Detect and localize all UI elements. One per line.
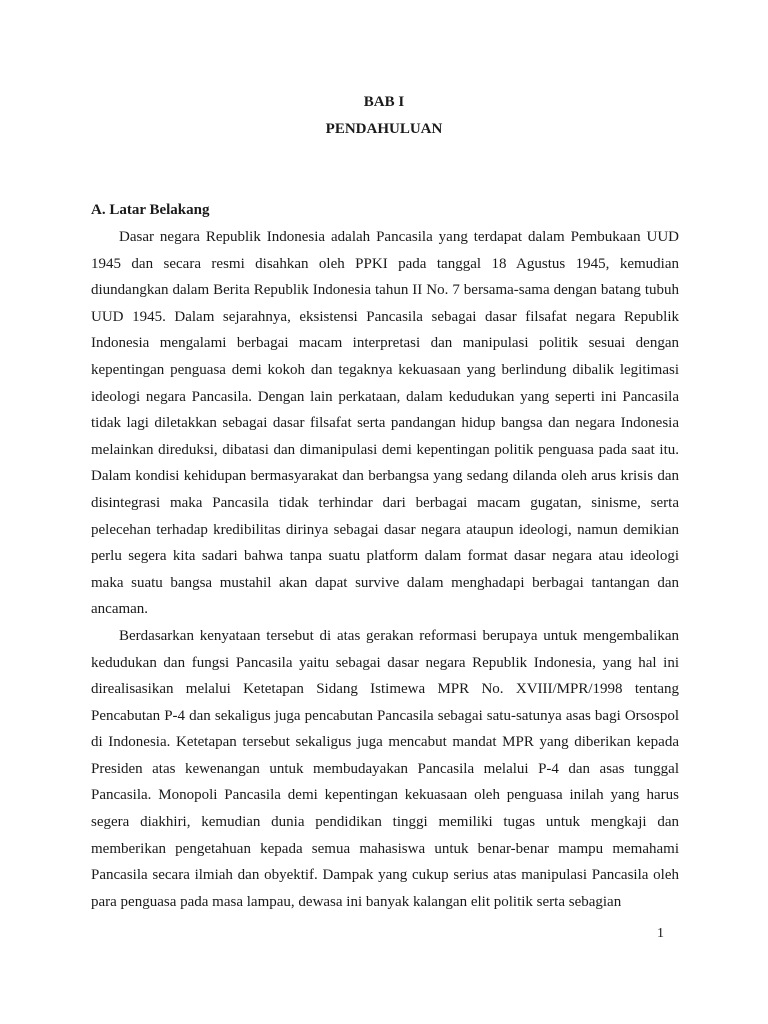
body-text xyxy=(91,224,679,915)
chapter-title: PENDAHULUAN xyxy=(325,121,443,137)
section-heading: A. Latar Belakang xyxy=(91,202,210,218)
paragraph-2: Berdasarkan kenyataan tersebut di atas gerakan reformasi berupaya untuk mengembalikan kedudukan dan fungsi Pancasila yaitu sebagai dasar negara Republik Indonesia, yang hal ini direalisasikan melalui Ketetapan Sidang Istimewa MPR No. XVIII/MPR/1998 tentang Pencabutan P-4 dan sekaligus juga pencabutan Pancasila sebagai satu-satunya asas bagi Orsospol di Indonesia. Ketetapan tersebut sekaligus juga mencabut mandat MPR yang diberikan kepada Presiden atas kewenangan untuk membudayakan Pancasila melalui P-4 dan asas tunggal Pancasila. Monopoli Pancasila demi kepentingan kekuasaan oleh penguasa inilah yang harus segera diakhiri, kemudian dunia pendidikan tinggi memiliki tugas untuk mengkaji dan memberikan pengetahuan kepada semua mahasiswa untuk benar-benar mampu memahami Pancasila secara ilmiah dan obyektif. Dampak yang cukup serius atas manipulasi Pancasila oleh para penguasa pada masa lampau, dewasa ini banyak kalangan elit politik serta sebagian xyxy=(91,627,679,910)
paragraph-1: Dasar negara Republik Indonesia adalah Pancasila yang terdapat dalam Pembukaan UUD 1945 dan secara resmi disahkan oleh PPKI pada tanggal 18 Agustus 1945, kemudian diundangkan dalam Berita Republik Indonesia tahun II No. 7 bersama-sama dengan batang tubuh UUD 1945. Dalam sejarahnya, eksistensi Pancasila sebagai dasar filsafat negara Republik Indonesia mengalami berbagai macam interpretasi dan manipulasi politik sesuai dengan kepentingan penguasa demi kokoh dan tegaknya kekuasaan yang berlindung dibalik legitimasi ideologi negara Pancasila. Dengan lain perkataan, dalam kedudukan yang seperti ini Pancasila tidak lagi diletakkan sebagai dasar filsafat serta pandangan hidup bangsa dan negara Indonesia melainkan direduksi, dibatasi dan dimanipulasi demi kepentingan politik penguasa pada saat itu. Dalam kondisi kehidupan bermasyarakat dan berbangsa yang sedang dilanda oleh arus krisis dan disintegrasi maka Pancasila tidak terhindar dari berbagai macam gugatan, sinisme, serta pelecehan terhadap kredibilitas dirinya sebagai dasar negara ataupun ideologi, namun demikian perlu segera kita sadari bahwa tanpa suatu platform dalam format dasar negara atau ideologi maka suatu bangsa mustahil akan dapat survive dalam menghadapi berbagai tantangan dan ancaman. xyxy=(91,229,679,618)
chapter-number: BAB I xyxy=(363,94,405,110)
page-number: 1 xyxy=(657,926,664,941)
